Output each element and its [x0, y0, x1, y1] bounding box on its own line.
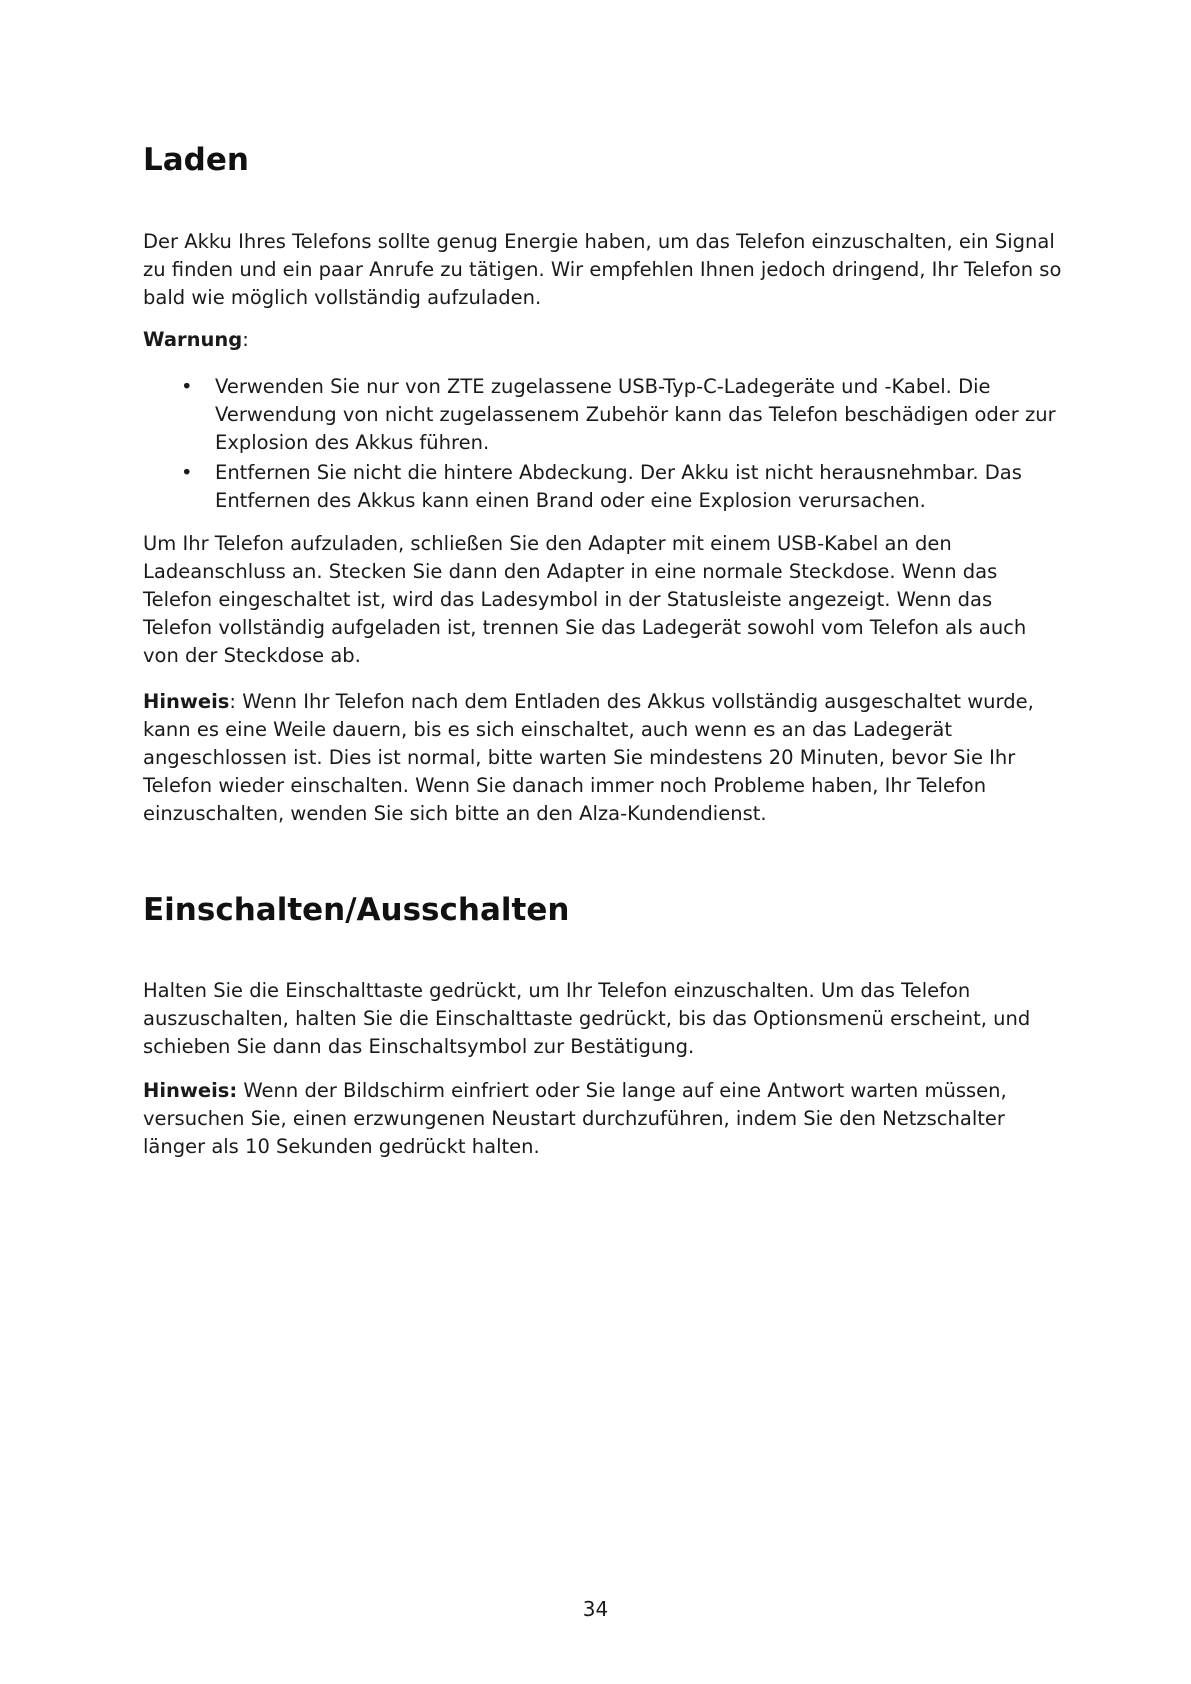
charging-instructions-block [143, 530, 1063, 670]
section-heading-charging: Laden [143, 142, 249, 178]
warning-list-block [143, 373, 1063, 517]
warning-text: Entfernen Sie nicht die hintere Abdeckung. Der Akku ist nicht herausnehmbar. Das Entfernen des Akkus kann einen Brand oder eine Explosion verursachen. [215, 461, 1022, 512]
power-intro-block [143, 977, 1063, 1061]
charging-intro-paragraph: Der Akku Ihres Telefons sollte genug Energie haben, um das Telefon einzuschalten, ein Signal zu finden und ein paar Anrufe zu tätigen. Wir empfehlen Ihnen jedoch dringend, Ihr Telefon so bald wie möglich vollständig aufzuladen. [143, 230, 1062, 309]
warning-label: Warnung [143, 328, 243, 351]
bullet-icon: • [181, 375, 193, 398]
warning-list-item [143, 373, 1063, 457]
section-heading-power: Einschalten/Ausschalten [143, 892, 570, 928]
power-note-paragraph [143, 1077, 1063, 1161]
warning-list-item [143, 459, 1063, 515]
charging-note-paragraph [143, 688, 1063, 828]
warning-label-block [143, 326, 1063, 354]
warning-label-line [143, 326, 1063, 354]
charging-note-block [143, 688, 1063, 828]
warning-list [143, 373, 1063, 515]
page-number: 34 [582, 1597, 609, 1621]
warning-colon: : [242, 328, 249, 351]
note-text: : Wenn Ihr Telefon nach dem Entladen des Akkus vollständig ausgeschaltet wurde, kann es eine Weile dauern, bis es sich einschaltet, auch wenn es an das Ladegerät angeschlossen ist. Dies ist normal, bitte warten Sie mindestens 20 Minuten, bevor Sie Ihr Telefon wieder einschalten. Wenn Sie danach immer noch Probleme haben, Ihr Telefon einzuschalten, wenden Sie sich bitte an den Alza-Kundendienst. [143, 690, 1034, 825]
warning-text: Verwenden Sie nur von ZTE zugelassene USB-Typ-C-Ladegeräte und -Kabel. Die Verwendung von nicht zugelassenem Zubehör kann das Telefon beschädigen oder zur Explosion des Akkus führen. [215, 375, 1056, 454]
charging-intro-block [143, 228, 1063, 312]
power-note-block [143, 1077, 1063, 1161]
note-label: Hinweis [143, 690, 230, 713]
bullet-icon: • [181, 461, 193, 484]
note-label: Hinweis: [143, 1079, 238, 1102]
charging-instructions-paragraph: Um Ihr Telefon aufzuladen, schließen Sie den Adapter mit einem USB-Kabel an den Ladeanschluss an. Stecken Sie dann den Adapter in eine normale Steckdose. Wenn das Telefon eingeschaltet ist, wird das Ladesymbol in der Statusleiste angezeigt. Wenn das Telefon vollständig aufgeladen ist, trennen Sie das Ladegerät sowohl vom Telefon als auch von der Steckdose ab. [143, 532, 1027, 667]
note-text: Wenn der Bildschirm einfriert oder Sie lange auf eine Antwort warten müssen, versuchen Sie, einen erzwungenen Neustart durchzuführen, indem Sie den Netzschalter länger als 10 Sekunden gedrückt halten. [143, 1079, 1007, 1158]
power-intro-paragraph: Halten Sie die Einschalttaste gedrückt, um Ihr Telefon einzuschalten. Um das Telefon auszuschalten, halten Sie die Einschalttaste gedrückt, bis das Optionsmenü erscheint, und schieben Sie dann das Einschaltsymbol zur Bestätigung. [143, 979, 1031, 1058]
